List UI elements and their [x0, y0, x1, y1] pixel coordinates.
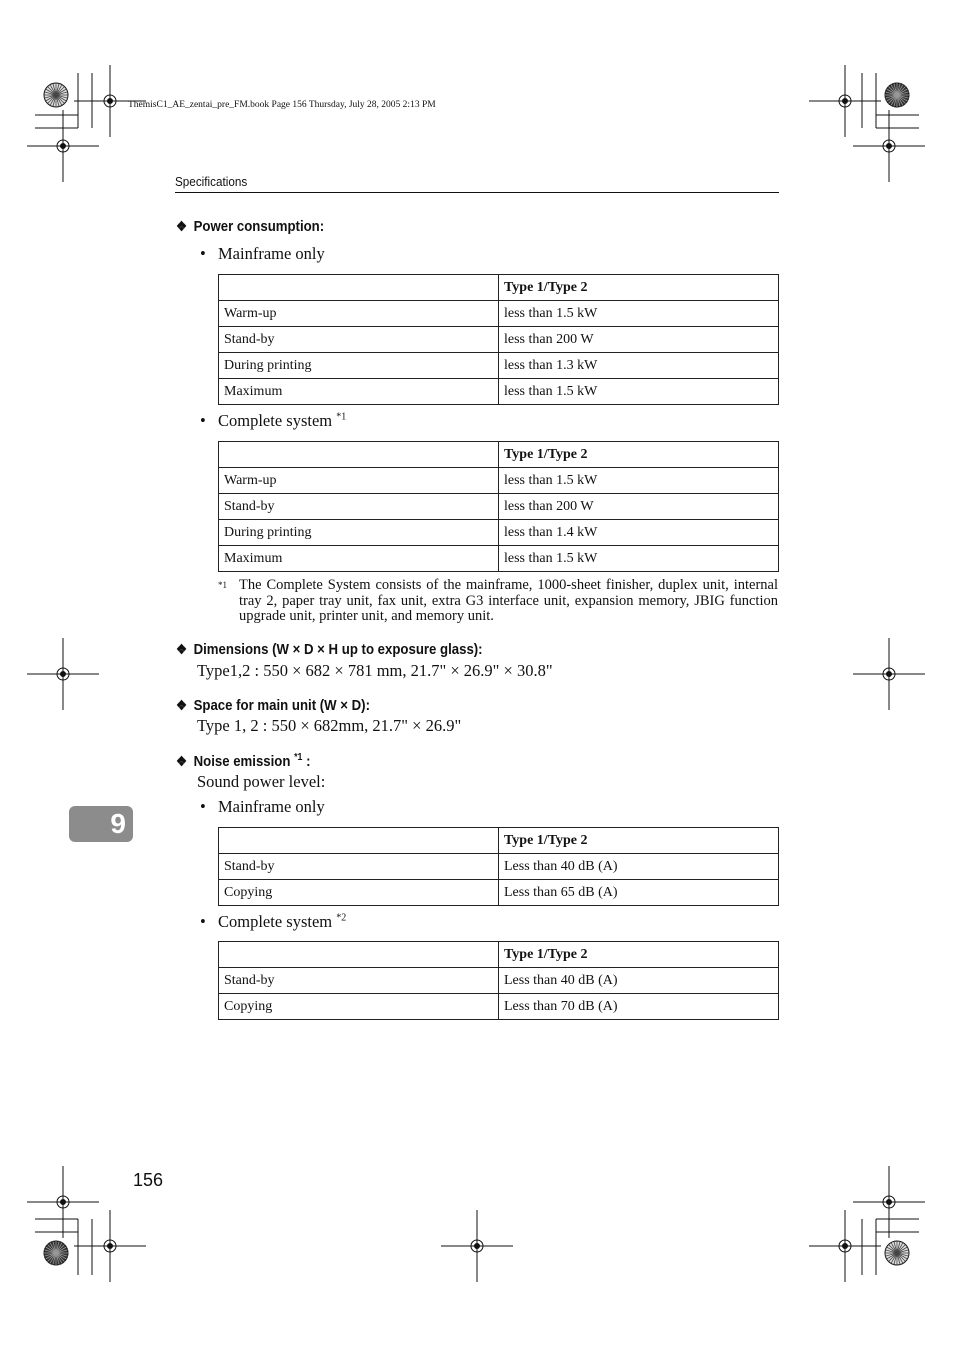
crosshair-mark [27, 1166, 99, 1238]
table-header-cell: Type 1/Type 2 [499, 442, 779, 468]
row-value: less than 1.5 kW [499, 546, 779, 572]
table-row [219, 854, 779, 880]
chapter-tab: 9 [69, 806, 133, 842]
color-wheel-mark [885, 1241, 909, 1265]
table-header-row [219, 828, 779, 854]
color-wheel-mark [44, 83, 68, 107]
crosshair-mark [809, 65, 881, 137]
bullet-icon: • [200, 244, 206, 263]
table-row [219, 994, 779, 1020]
header-rule [175, 192, 779, 193]
power-complete-table [218, 441, 779, 572]
table-header-row [219, 275, 779, 301]
crosshair-mark [853, 1166, 925, 1238]
row-label: Stand-by [219, 327, 499, 353]
footnote [218, 578, 778, 625]
noise-title-suffix: : [302, 753, 311, 770]
power-consumption-heading [176, 218, 324, 235]
color-wheel-mark [885, 83, 909, 107]
bullet-label: Complete system [218, 912, 337, 931]
space-title: Space for main unit (W × D): [193, 697, 370, 714]
table-row [219, 301, 779, 327]
footnote-mark: *1 [218, 580, 227, 590]
row-value: less than 1.3 kW [499, 353, 779, 379]
table-header-cell: Type 1/Type 2 [499, 828, 779, 854]
table-row [219, 494, 779, 520]
row-label: During printing [219, 353, 499, 379]
footnote-ref: *1 [294, 752, 303, 763]
table-row [219, 520, 779, 546]
bullet-complete-power [200, 411, 346, 431]
noise-heading [176, 752, 311, 770]
row-value: less than 1.5 kW [499, 468, 779, 494]
crosshair-mark [853, 638, 925, 710]
noise-mainframe-table [218, 827, 779, 906]
section-diamond-icon: ❖ [176, 753, 188, 769]
bullet-mainframe-power [200, 244, 325, 264]
table-row [219, 546, 779, 572]
table-row [219, 327, 779, 353]
crosshair-mark [27, 638, 99, 710]
color-wheel-mark [44, 1241, 68, 1265]
bullet-mainframe-noise [200, 797, 325, 817]
table-header-cell: Type 1/Type 2 [499, 275, 779, 301]
crosshair-mark [441, 1210, 513, 1282]
footnote-text: The Complete System consists of the mainframe, 1000-sheet finisher, duplex unit, internal tray 2, paper tray unit, fax unit, extra G3 interface unit, expansion memory, JBIG function upgrade unit, printer unit, and memory unit. [239, 577, 778, 624]
row-value: less than 200 W [499, 327, 779, 353]
crosshair-mark [74, 1210, 146, 1282]
footnote-ref: *2 [336, 912, 347, 924]
crosshair-mark [853, 110, 925, 182]
row-label: Copying [219, 880, 499, 906]
footnote-ref: *1 [336, 411, 347, 423]
row-label: Warm-up [219, 301, 499, 327]
noise-complete-table [218, 941, 779, 1020]
noise-intro: Sound power level: [197, 772, 326, 791]
book-info-line: ThemisC1_AE_zentai_pre_FM.book Page 156 Thursday, July 28, 2005 2:13 PM [128, 100, 436, 110]
dimensions-heading [176, 641, 483, 658]
table-header-cell: Type 1/Type 2 [499, 942, 779, 968]
crosshair-mark [809, 1210, 881, 1282]
table-header-row [219, 942, 779, 968]
row-label: During printing [219, 520, 499, 546]
row-value: less than 200 W [499, 494, 779, 520]
bullet-icon: • [200, 912, 206, 931]
page-number: 156 [133, 1170, 164, 1190]
space-value: Type 1, 2 : 550 × 682mm, 21.7" × 26.9" [197, 716, 462, 735]
table-row [219, 880, 779, 906]
table-row [219, 379, 779, 405]
running-head: Specifications [175, 174, 248, 189]
row-value: Less than 40 dB (A) [499, 968, 779, 994]
row-label: Copying [219, 994, 499, 1020]
row-value: less than 1.4 kW [499, 520, 779, 546]
table-row [219, 353, 779, 379]
bullet-complete-noise [200, 912, 346, 932]
bullet-icon: • [200, 411, 206, 430]
row-value: less than 1.5 kW [499, 379, 779, 405]
bullet-icon: • [200, 797, 206, 816]
bullet-label: Mainframe only [218, 244, 325, 263]
row-label: Stand-by [219, 494, 499, 520]
row-label: Stand-by [219, 968, 499, 994]
row-label: Warm-up [219, 468, 499, 494]
noise-title: Noise emission [193, 753, 295, 770]
table-header-row [219, 442, 779, 468]
row-value: less than 1.5 kW [499, 301, 779, 327]
bullet-label: Complete system [218, 411, 337, 430]
space-heading [176, 697, 370, 714]
section-diamond-icon: ❖ [176, 218, 188, 234]
section-diamond-icon: ❖ [176, 641, 188, 657]
bullet-label: Mainframe only [218, 797, 325, 816]
crosshair-mark [27, 110, 99, 182]
table-row [219, 468, 779, 494]
power-mainframe-table [218, 274, 779, 405]
section-diamond-icon: ❖ [176, 697, 188, 713]
row-value: Less than 65 dB (A) [499, 880, 779, 906]
dimensions-value: Type1,2 : 550 × 682 × 781 mm, 21.7" × 26.9" × 30.8" [197, 661, 553, 680]
power-consumption-title: Power consumption: [193, 218, 325, 235]
dimensions-title: Dimensions (W × D × H up to exposure glass): [193, 641, 483, 658]
row-value: Less than 40 dB (A) [499, 854, 779, 880]
row-label: Maximum [219, 546, 499, 572]
row-value: Less than 70 dB (A) [499, 994, 779, 1020]
table-row [219, 968, 779, 994]
row-label: Stand-by [219, 854, 499, 880]
row-label: Maximum [219, 379, 499, 405]
